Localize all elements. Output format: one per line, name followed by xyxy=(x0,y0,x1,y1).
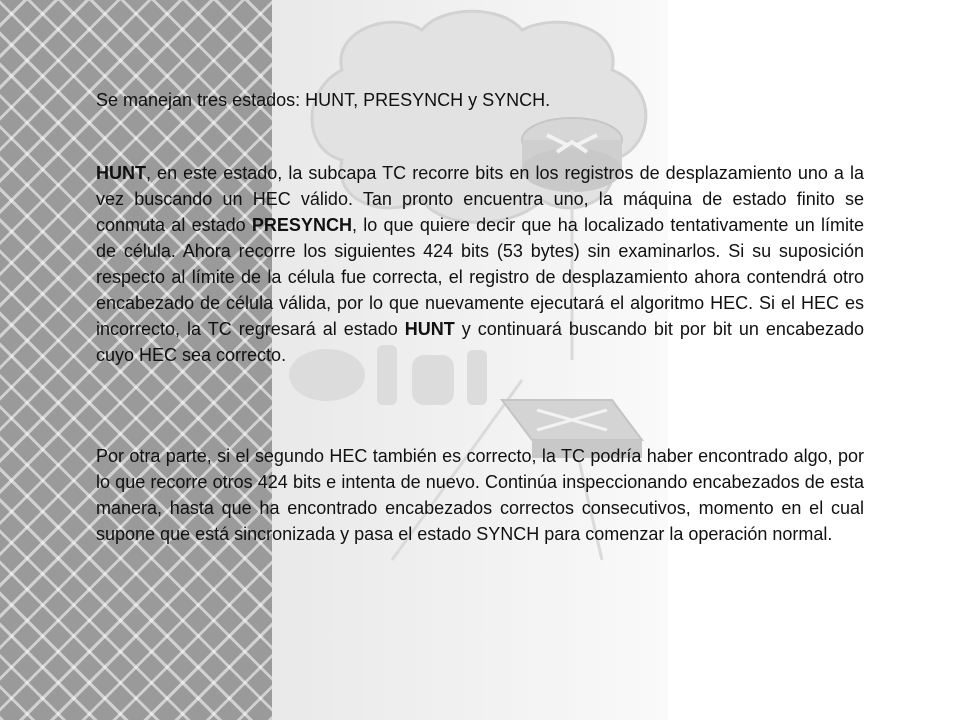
term-hunt: HUNT xyxy=(96,163,146,183)
term-hunt-2: HUNT xyxy=(404,319,455,339)
hunt-paragraph xyxy=(96,160,864,368)
hunt-text-2: , lo que quiere decir que ha localizado tentativamente un límite de célula. Ahora recorre los siguientes 424 bits (53 bytes) sin examinarlos. Si su suposición respecto al límite de la célula fue correcta, el registro de desplazamiento ahora contendrá otro encabezado de célula válida, por lo que nuevamente ejecutará el algoritmo HEC. Si el HEC es incorrecto, la TC regresará al estado xyxy=(96,215,864,339)
synch-paragraph: Por otra parte, si el segundo HEC también es correcto, la TC podría haber encontrado algo, por lo que recorre otros 424 bits e intenta de nuevo. Continúa inspeccionando encabezados de esta manera, hasta que ha encontrado encabezados correctos consecutivos, momento en el cual supone que está sincronizada y pasa el estado SYNCH para comenzar la operación normal. xyxy=(96,446,864,544)
term-presynch: PRESYNCH xyxy=(251,215,352,235)
hunt-text-3: y continuará buscando bit por bit un encabezado cuyo HEC sea correcto. xyxy=(96,319,865,365)
hunt-text-1: , en este estado, la subcapa TC recorre bits en los registros de desplazamiento uno a la vez buscando un HEC válido. Tan pronto encuentra uno, la máquina de estado finito se conmuta al estado xyxy=(96,163,864,235)
intro-line: Se manejan tres estados: HUNT, PRESYNCH y SYNCH. xyxy=(96,90,551,110)
